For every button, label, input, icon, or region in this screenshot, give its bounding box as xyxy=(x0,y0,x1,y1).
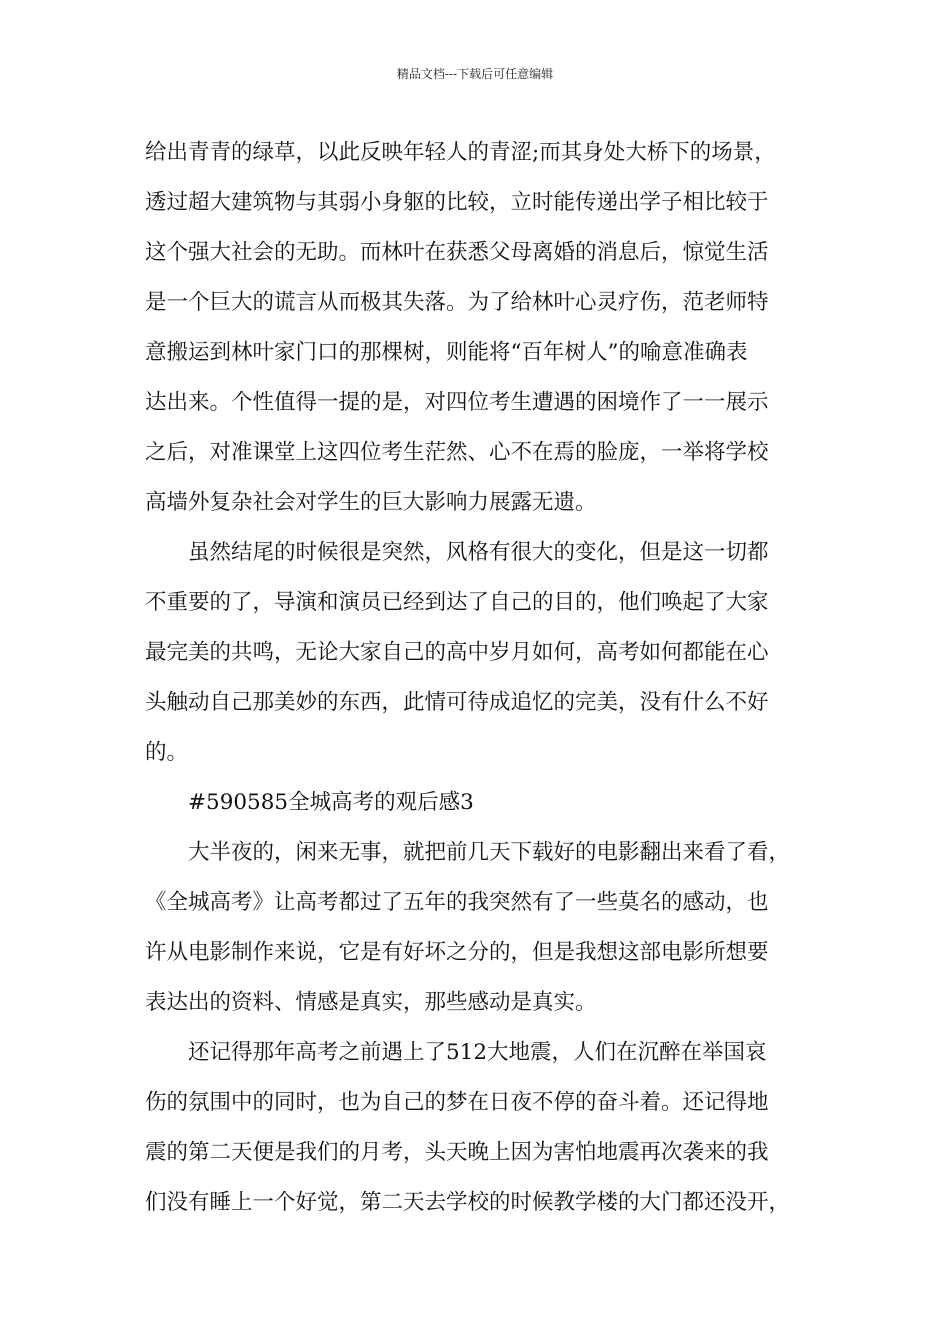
text-line: 透过超大建筑物与其弱小身躯的比较，立时能传递出学子相比较于 xyxy=(145,190,769,215)
text-line: 还记得那年高考之前遇上了512大地震，人们在沉醉在举国哀 xyxy=(188,1040,767,1065)
text-line: 大半夜的，闲来无事，就把前几天下载好的电影翻出来看了看， xyxy=(188,840,791,865)
text-line: 达出来。个性值得一提的是，对四位考生遭遇的困境作了一一展示 xyxy=(145,390,769,415)
text-line: 伤的氛围中的同时，也为自己的梦在日夜不停的奋斗着。还记得地 xyxy=(145,1090,769,1115)
text-line: 的。 xyxy=(145,740,189,765)
page-header: 精品文档---下载后可任意编辑 xyxy=(396,67,554,81)
text-line: 震的第二天便是我们的月考，头天晚上因为害怕地震再次袭来的我 xyxy=(145,1140,769,1165)
text-line: 头触动自己那美妙的东西，此情可待成追忆的完美，没有什么不好 xyxy=(145,690,769,715)
text-line: 表达出的资料、情感是真实，那些感动是真实。 xyxy=(145,990,597,1015)
text-line: 虽然结尾的时候很是突然，风格有很大的变化，但是这一切都 xyxy=(188,540,769,565)
text-line: 这个强大社会的无助。而林叶在获悉父母离婚的消息后，惊觉生活 xyxy=(145,240,769,265)
text-line: 《全城高考》让高考都过了五年的我突然有了一些莫名的感动，也 xyxy=(145,890,769,915)
text-line: 是一个巨大的谎言从而极其失落。为了给林叶心灵疗伤，范老师特 xyxy=(145,290,769,315)
text-line: 高墙外复杂社会对学生的巨大影响力展露无遗。 xyxy=(145,490,597,515)
text-line: 最完美的共鸣，无论大家自己的高中岁月如何，高考如何都能在心 xyxy=(145,640,769,665)
text-line: 意搬运到林叶家门口的那棵树，则能将“百年树人”的喻意准确表 xyxy=(145,340,748,365)
text-line: 们没有睡上一个好觉，第二天去学校的时候教学楼的大门都还没开， xyxy=(145,1190,791,1215)
text-line: #590585全城高考的观后感3 xyxy=(188,790,474,815)
text-line: 给出青青的绿草，以此反映年轻人的青涩;而其身处大桥下的场景， xyxy=(145,140,776,165)
text-line: 许从电影制作来说，它是有好坏之分的，但是我想这部电影所想要 xyxy=(145,940,769,965)
text-line: 不重要的了，导演和演员已经到达了自己的目的，他们唤起了大家 xyxy=(145,590,769,615)
document-body xyxy=(145,128,807,1228)
text-line: 之后，对准课堂上这四位考生茫然、心不在焉的脸庞，一举将学校 xyxy=(145,440,769,465)
